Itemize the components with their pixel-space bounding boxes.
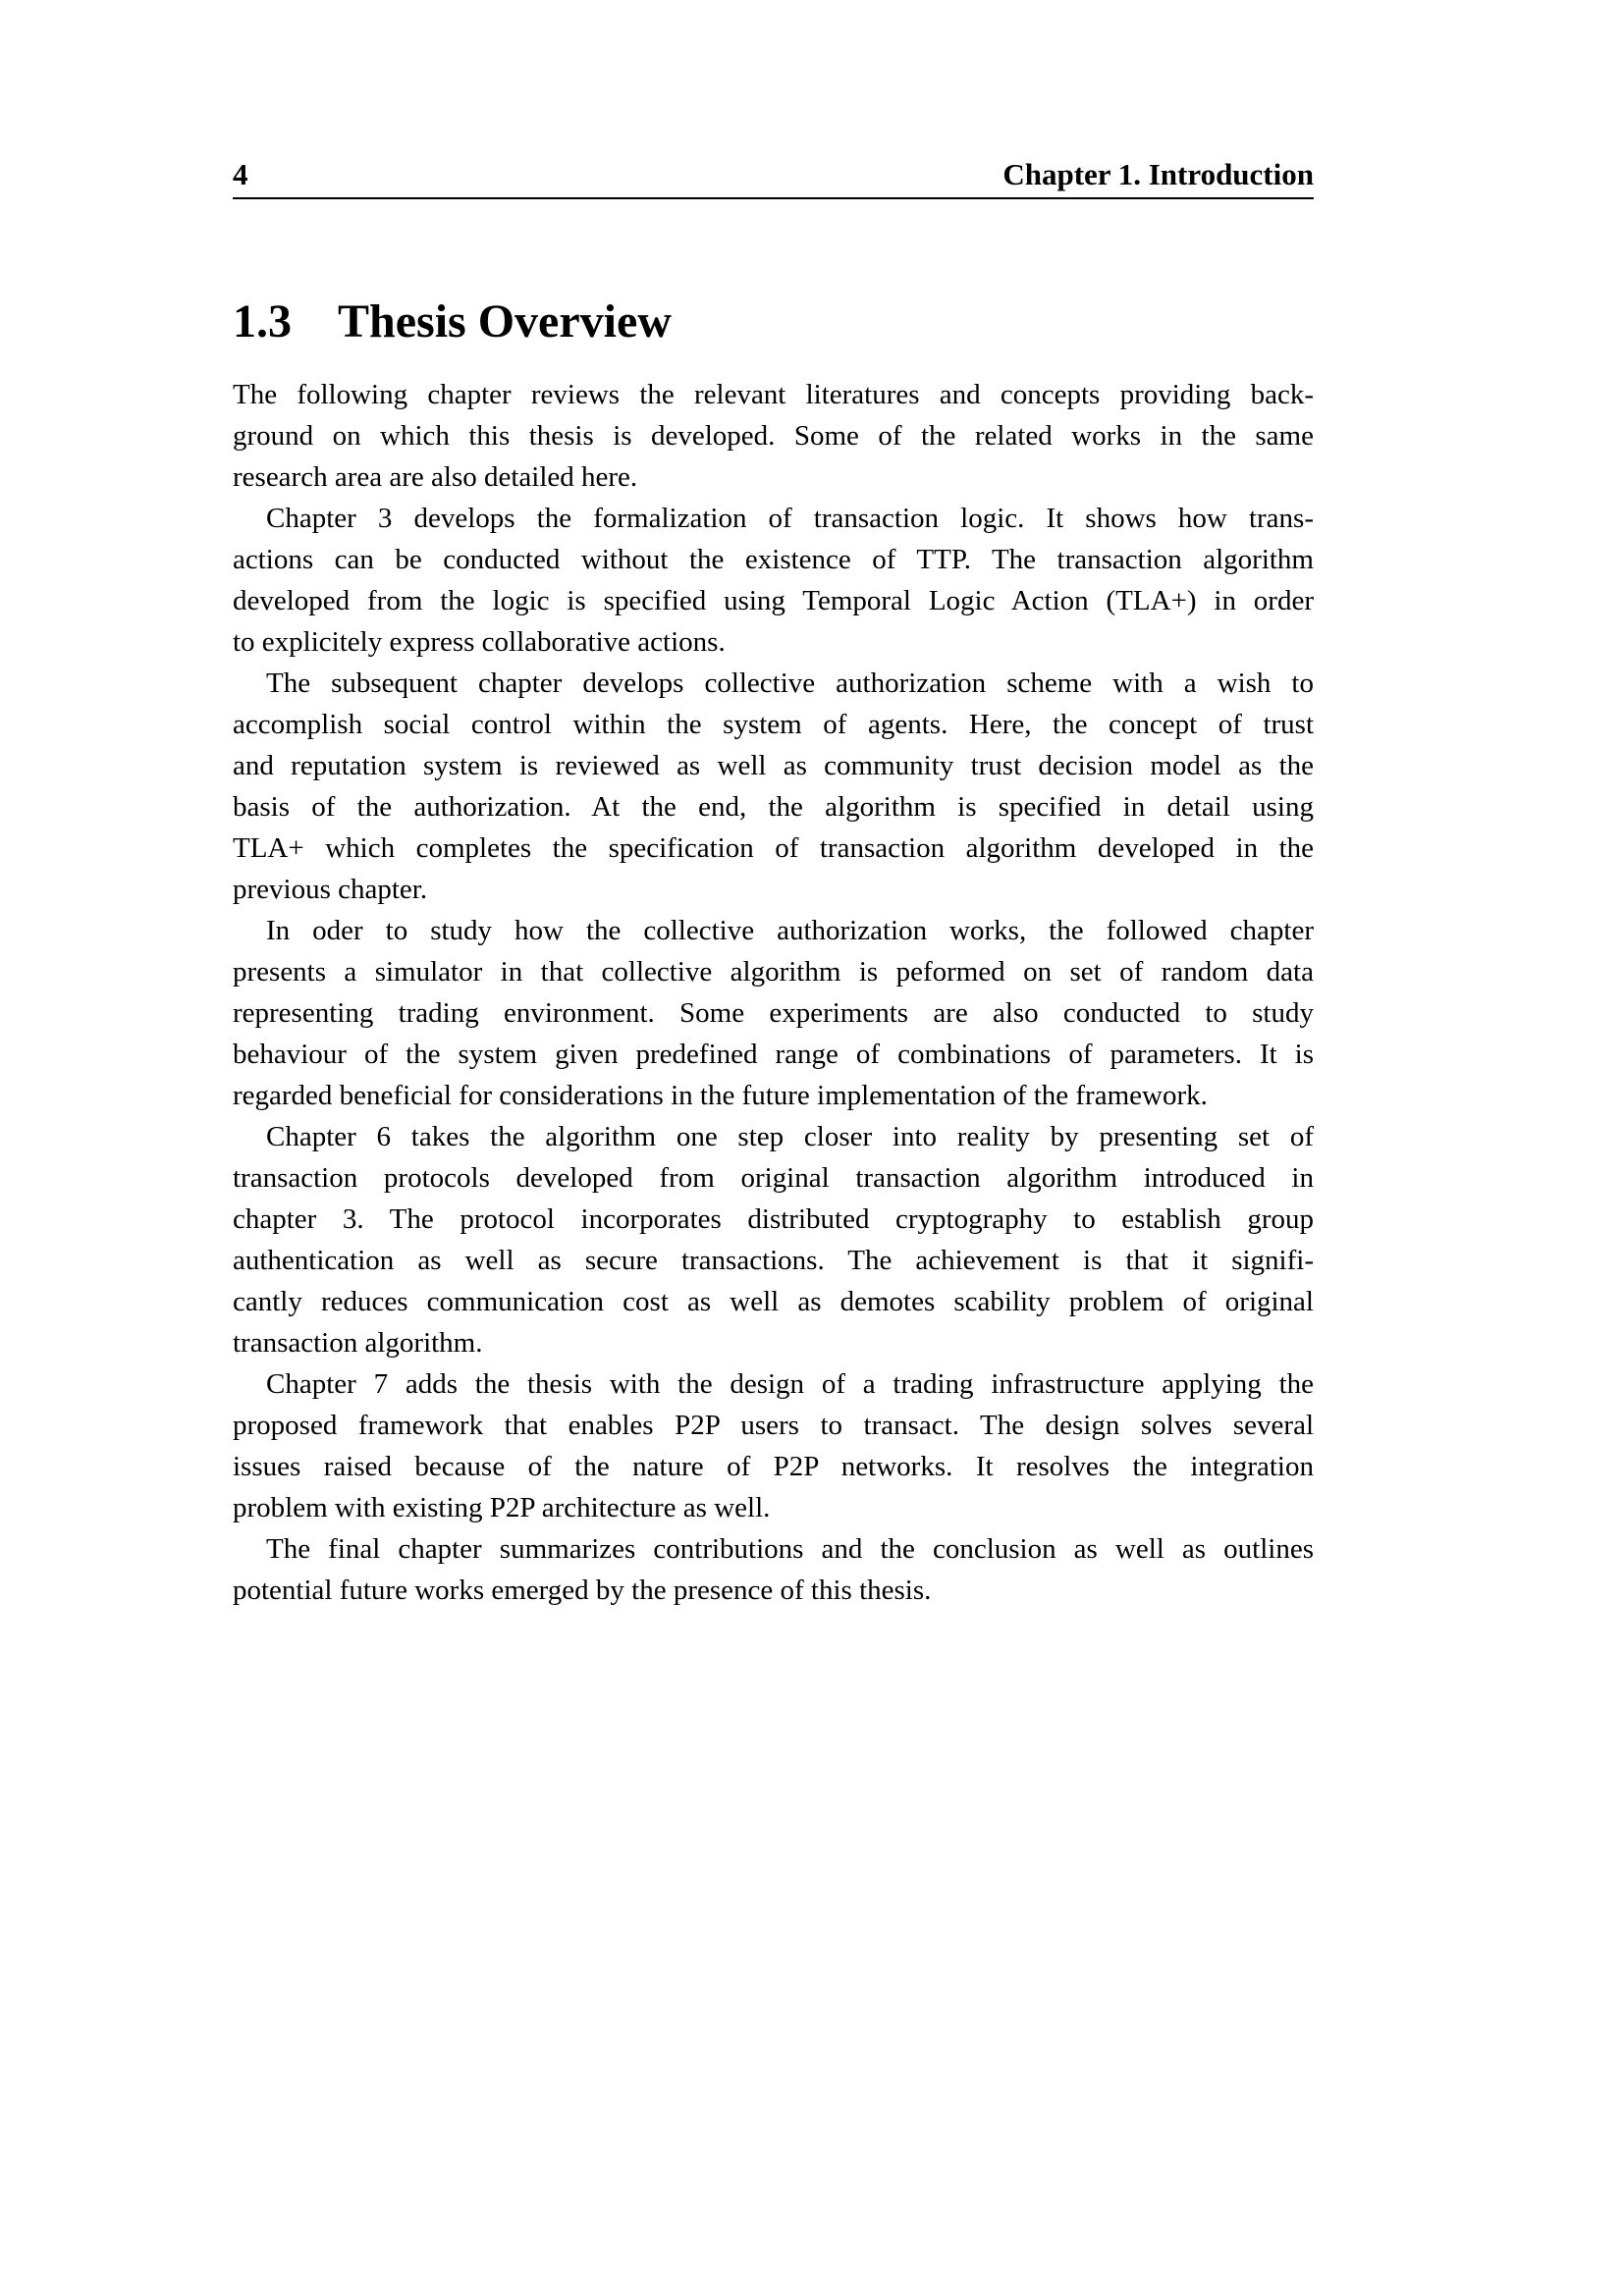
paragraph <box>233 498 1314 663</box>
text-line: regarded beneficial for considerations in the future implementation of the framework. <box>233 1080 1208 1111</box>
running-header-title: Chapter 1. Introduction <box>1002 157 1314 191</box>
text-line: issues raised because of the nature of P2P networks. It resolves the integration <box>233 1451 1314 1482</box>
text-line: cantly reduces communication cost as well as demotes scability problem of original <box>233 1286 1314 1317</box>
text-line: problem with existing P2P architecture as well. <box>233 1492 771 1523</box>
body-text <box>233 374 1314 1611</box>
text-line: basis of the authorization. At the end, the algorithm is specified in detail using <box>233 791 1314 823</box>
text-line: behaviour of the system given predefined range of combinations of parameters. It is <box>233 1039 1314 1070</box>
text-line: Chapter 7 adds the thesis with the design of a trading infrastructure applying the <box>266 1368 1314 1400</box>
text-line: accomplish social control within the system of agents. Here, the concept of trust <box>233 709 1314 740</box>
paragraph <box>233 1528 1314 1611</box>
paragraph <box>233 1363 1314 1528</box>
text-line: to explicitely express collaborative actions. <box>233 626 726 658</box>
text-line: TLA+ which completes the specification of transaction algorithm developed in the <box>233 832 1314 864</box>
running-header <box>233 158 1314 191</box>
text-line: research area are also detailed here. <box>233 461 638 493</box>
text-line: The following chapter reviews the relevant literatures and concepts providing back- <box>233 379 1314 410</box>
text-line: The subsequent chapter develops collective authorization scheme with a wish to <box>266 667 1314 699</box>
text-line: The final chapter summarizes contributions and the conclusion as well as outlines <box>266 1533 1314 1565</box>
text-line: In oder to study how the collective authorization works, the followed chapter <box>266 915 1314 946</box>
text-line: potential future works emerged by the presence of this thesis. <box>233 1575 932 1606</box>
text-line: presents a simulator in that collective algorithm is peformed on set of random data <box>233 956 1314 988</box>
page-number: 4 <box>233 157 248 191</box>
text-line: authentication as well as secure transactions. The achievement is that it signifi- <box>233 1245 1314 1276</box>
section-heading <box>233 296 1314 347</box>
paragraph <box>233 1116 1314 1363</box>
text-line: ground on which this thesis is developed. Some of the related works in the same <box>233 420 1314 452</box>
text-line: actions can be conducted without the existence of TTP. The transaction algorithm <box>233 544 1314 575</box>
paragraph <box>233 663 1314 910</box>
text-line: and reputation system is reviewed as well as community trust decision model as the <box>233 750 1314 781</box>
text-line: representing trading environment. Some experiments are also conducted to study <box>233 997 1314 1029</box>
text-line: developed from the logic is specified using Temporal Logic Action (TLA+) in order <box>233 585 1314 616</box>
text-line: previous chapter. <box>233 874 428 905</box>
text-line: chapter 3. The protocol incorporates distributed cryptography to establish group <box>233 1203 1314 1235</box>
paragraph <box>233 910 1314 1116</box>
text-line: Chapter 3 develops the formalization of transaction logic. It shows how trans- <box>266 503 1314 534</box>
section-number: 1.3 <box>233 295 292 347</box>
text-line: transaction algorithm. <box>233 1327 483 1359</box>
text-line: Chapter 6 takes the algorithm one step closer into reality by presenting set of <box>266 1121 1314 1152</box>
paragraph <box>233 374 1314 498</box>
text-line: proposed framework that enables P2P users to transact. The design solves several <box>233 1410 1314 1441</box>
text-line: transaction protocols developed from original transaction algorithm introduced in <box>233 1162 1314 1194</box>
header-rule <box>233 197 1314 199</box>
section-title: Thesis Overview <box>338 295 672 347</box>
